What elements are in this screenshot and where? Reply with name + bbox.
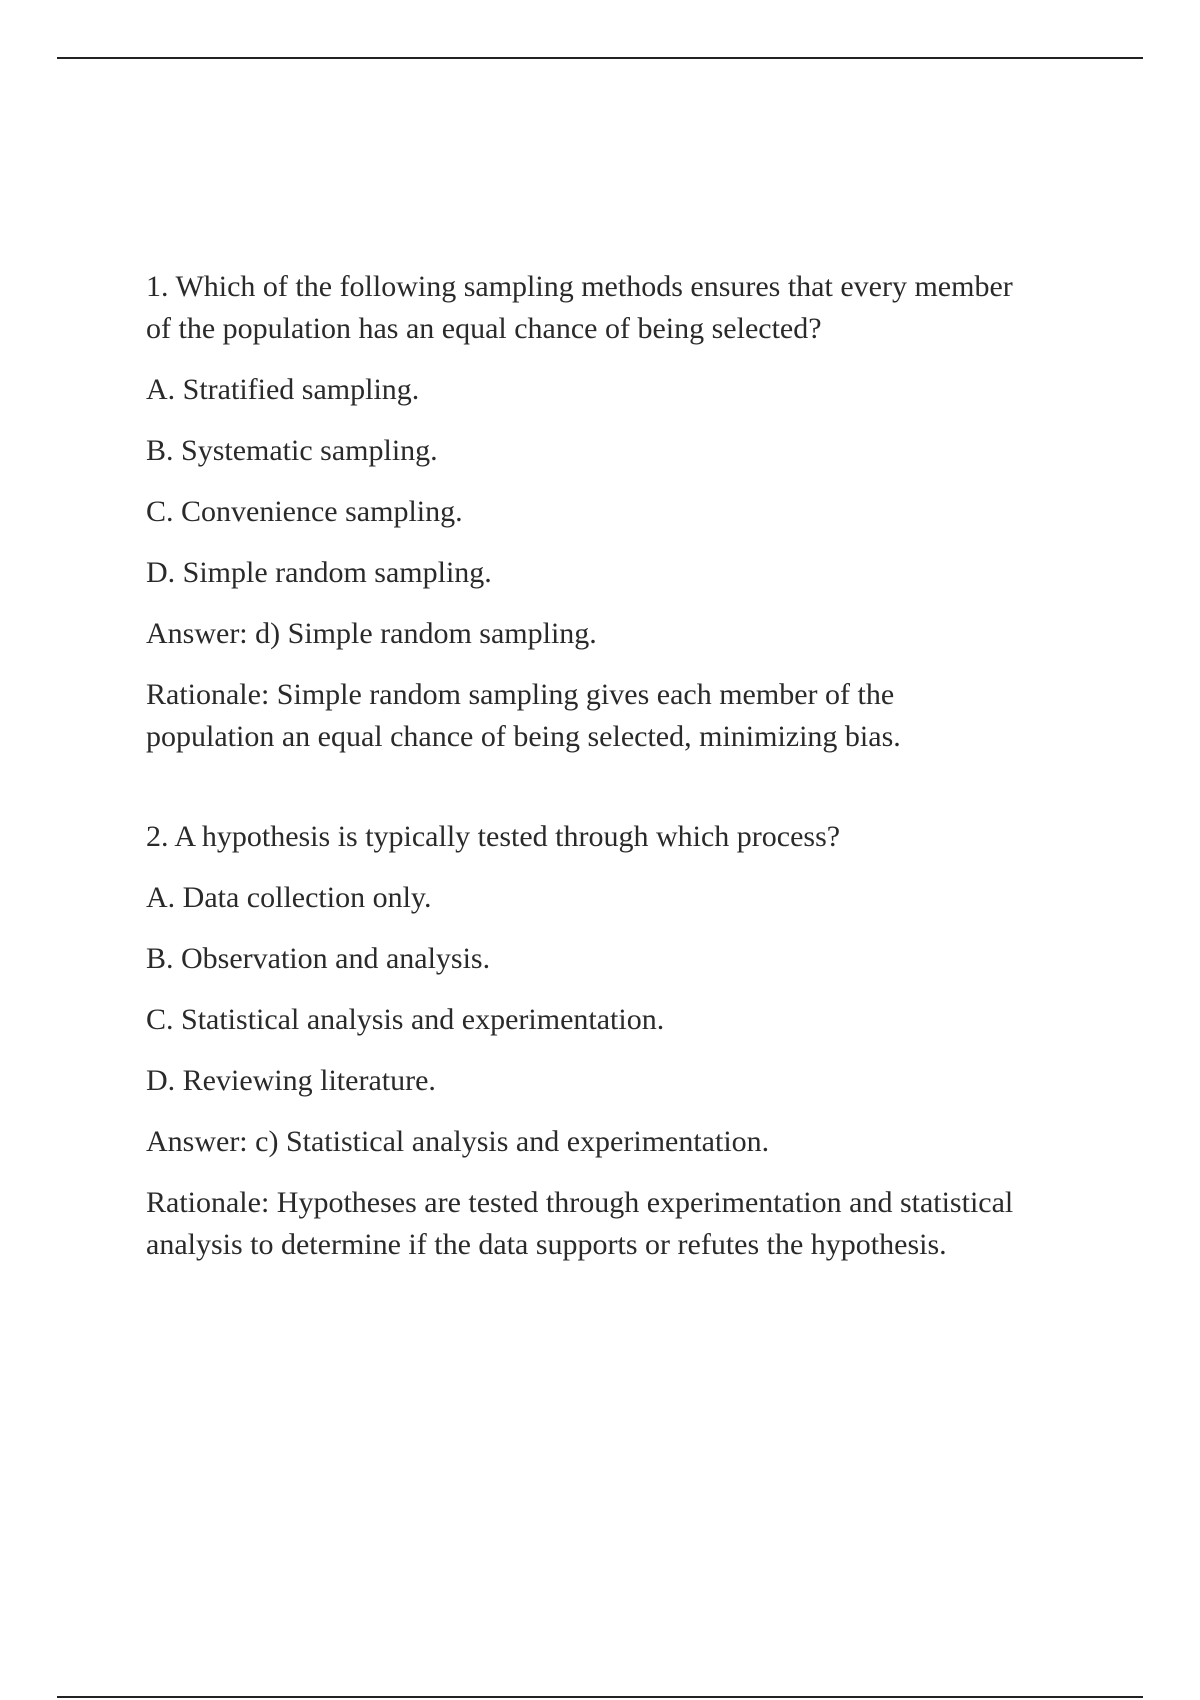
rationale-text: Rationale: Hypotheses are tested through experimentation and statistical analysis to determine if the data supports or refutes the hypothesis.: [146, 1186, 1014, 1261]
question-text: 2. A hypothesis is typically tested through which process?: [146, 820, 841, 853]
question-block-1: [146, 266, 1026, 758]
option-a: A. Data collection only.: [146, 881, 432, 914]
question-block-2: [146, 816, 1026, 1266]
question-text: 1. Which of the following sampling methods ensures that every member of the population has an equal chance of being selected?: [146, 270, 1013, 345]
option-d: D. Simple random sampling.: [146, 556, 492, 589]
option-b: B. Observation and analysis.: [146, 942, 491, 975]
option-a: A. Stratified sampling.: [146, 373, 420, 406]
document-body: [146, 266, 1026, 1266]
option-c: C. Statistical analysis and experimentation.: [146, 1003, 665, 1036]
answer-text: Answer: c) Statistical analysis and experimentation.: [146, 1125, 770, 1158]
rationale-text: Rationale: Simple random sampling gives each member of the population an equal chance of being selected, minimizing bias.: [146, 678, 901, 753]
answer-text: Answer: d) Simple random sampling.: [146, 617, 597, 650]
bottom-divider: [57, 1696, 1143, 1698]
option-d: D. Reviewing literature.: [146, 1064, 436, 1097]
option-b: B. Systematic sampling.: [146, 434, 438, 467]
option-c: C. Convenience sampling.: [146, 495, 463, 528]
top-divider: [57, 57, 1143, 59]
